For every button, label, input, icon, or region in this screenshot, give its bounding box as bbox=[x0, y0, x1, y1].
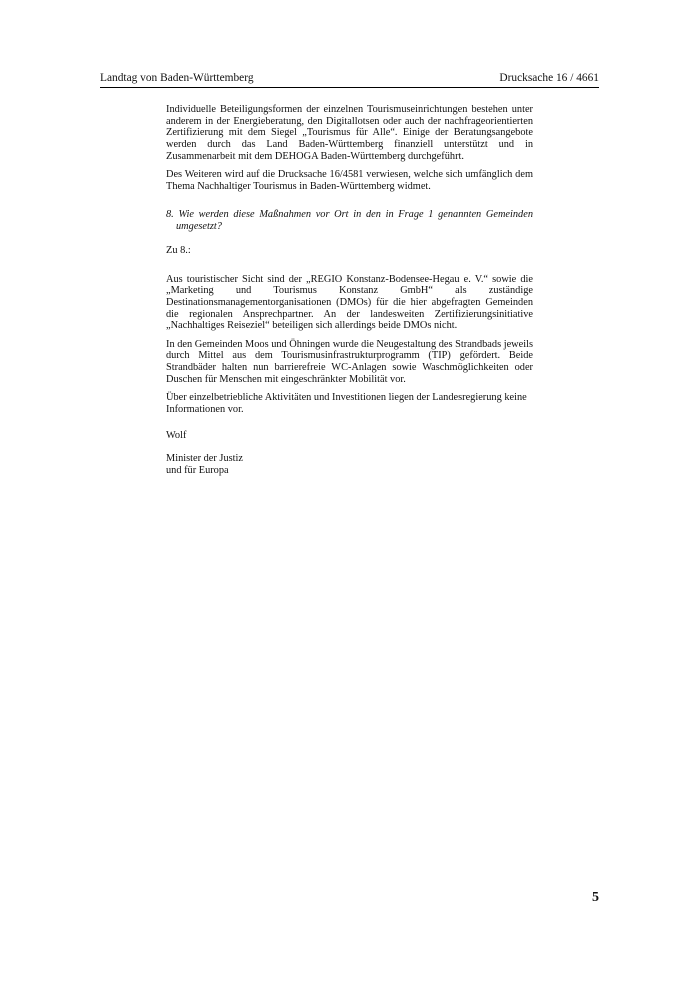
signature-name: Wolf bbox=[166, 430, 187, 442]
signature-title-line2: und für Europa bbox=[166, 464, 229, 476]
paragraph-reference-drucksache: Des Weiteren wird auf die Drucksache 16/4581 verwiesen, welche sich umfänglich dem Thema Nachhaltiger Tourismus in Baden-Württemberg widmet. bbox=[166, 169, 533, 192]
paragraph-no-information: Über einzelbetriebliche Aktivitäten und Investitionen liegen der Landesregierung keine Informationen vor. bbox=[166, 391, 527, 415]
paragraph-strandbad-funding: In den Gemeinden Moos und Öhningen wurde die Neugestaltung des Strandbads jeweils durch Mittel aus dem Tourismusinfrastrukturprogramm (TIP) gefördert. Beide Strandbäder halten nun barrierefreie WC-Anlagen sowie Waschmöglichkeiten oder Duschen für Menschen mit eingeschränkter Mobilität vor. bbox=[166, 338, 533, 385]
signature-title-line1: Minister der Justiz bbox=[166, 452, 243, 464]
running-header bbox=[100, 71, 599, 88]
paragraph-participation-forms: Individuelle Beteiligungsformen der einzelnen Tourismuseinrichtungen bestehen unter anderem in der Energieberatung, den Digitallotsen oder auch der nachfrageorientierten Zertifizierung mit dem Siegel „Tourismus für Alle“. Einige der Beratungsangebote werden durch das Land Baden-Württemberg finanziell unterstützt und in Zusammenarbeit mit dem DEHOGA Baden-Württemberg durchgeführt. bbox=[166, 104, 533, 162]
document-body bbox=[166, 104, 533, 476]
header-document-number: Drucksache 16 / 4661 bbox=[499, 72, 599, 84]
page-number: 5 bbox=[592, 890, 599, 905]
question-8: 8. Wie werden diese Maßnahmen vor Ort in den in Frage 1 genannten Gemeinden umgesetzt? bbox=[166, 209, 533, 233]
paragraph-dmo-partners: Aus touristischer Sicht sind der „REGIO Konstanz-Bodensee-Hegau e. V.“ sowie die „Marketing und Tourismus Konstanz GmbH“ als zuständige Destinationsmanagementorganisationen (DMOs) für die hier abgefragten Gemeinden die regionalen Ansprechpartner. An der landesweiten Zertifizierungsinitiative „Nachhaltiges Reiseziel“ beteiligen sich allerdings beide DMOs nicht. bbox=[166, 273, 533, 332]
answer-heading: Zu 8.: bbox=[166, 244, 191, 256]
header-publisher: Landtag von Baden-Württemberg bbox=[100, 72, 254, 84]
